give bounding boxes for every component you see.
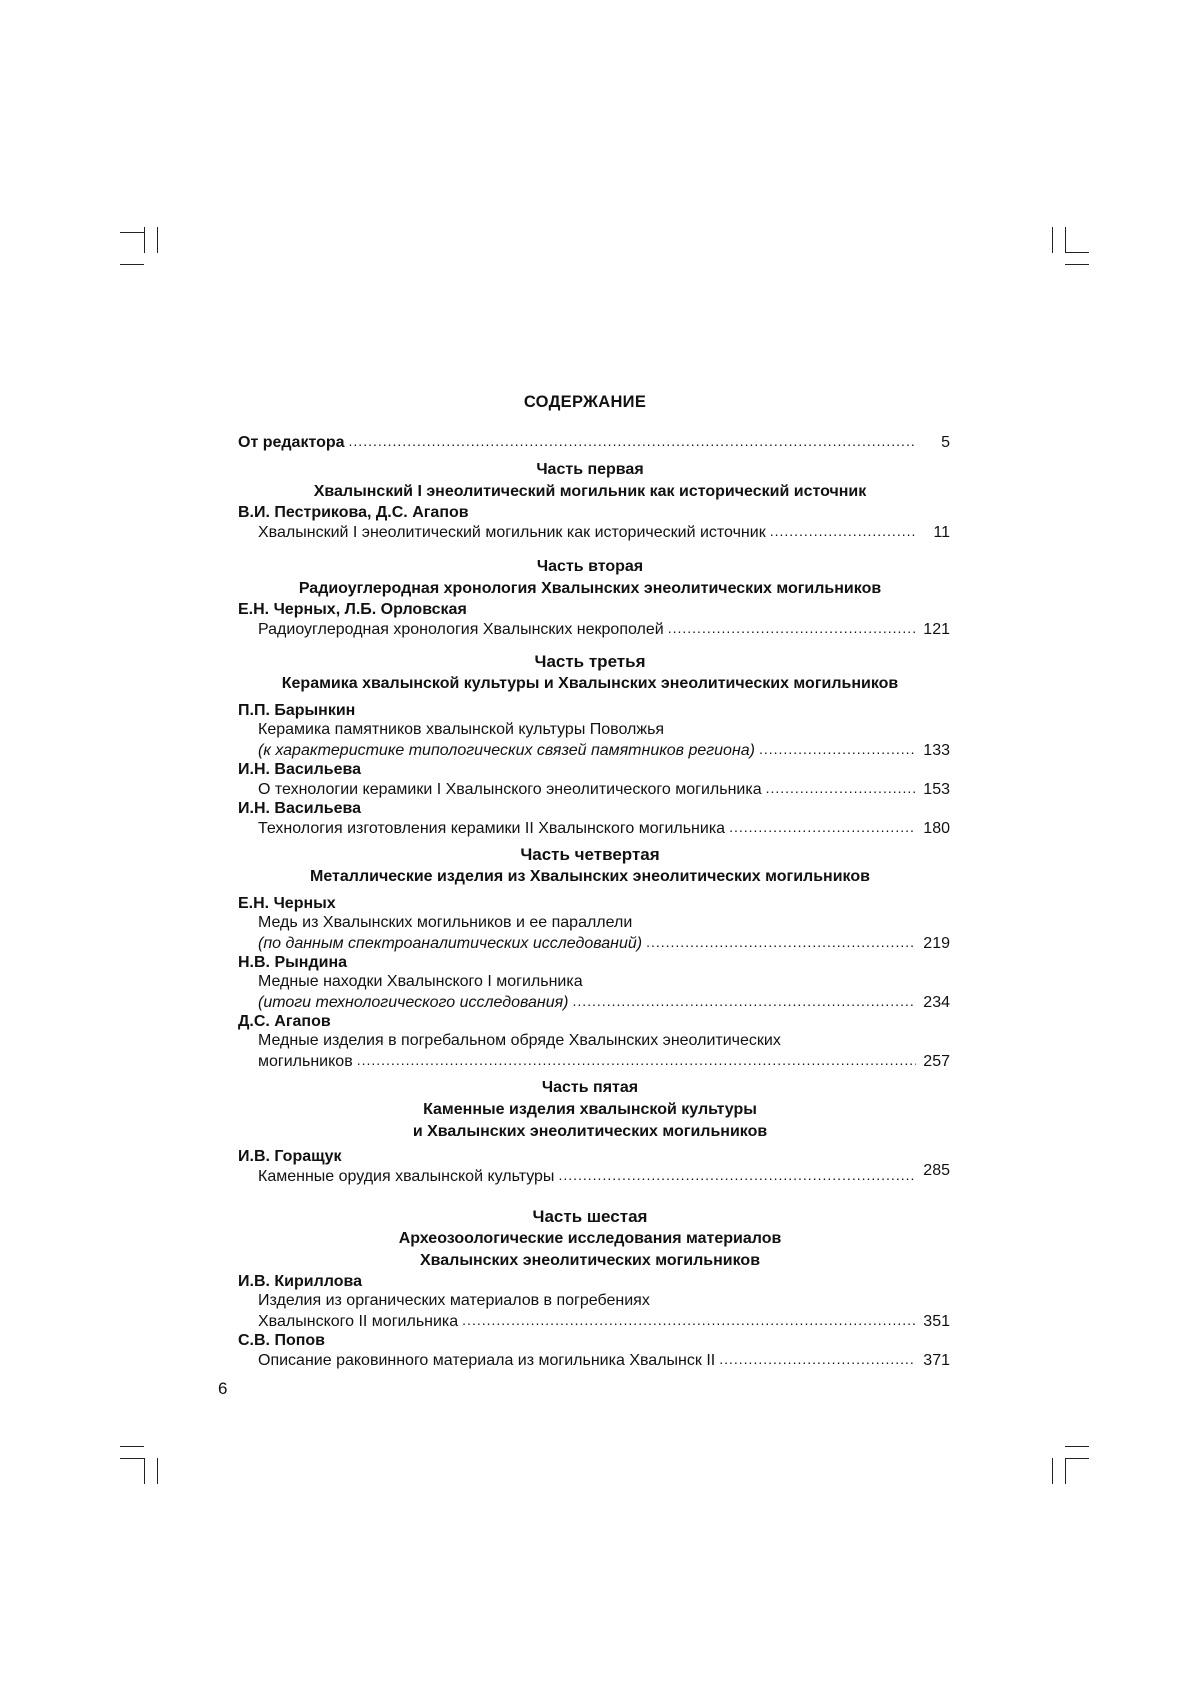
toc-author: П.П. Барынкин	[238, 702, 356, 719]
toc-page-number: 371	[923, 1352, 950, 1369]
toc-entry	[238, 1051, 950, 1071]
leader-dots	[462, 1313, 916, 1327]
toc-page-number: 219	[923, 935, 950, 952]
toc-page-number: 11	[933, 524, 950, 541]
part-label: Часть четвертая	[520, 845, 660, 864]
part-title: Керамика хвалынской культуры и Хвалынских энеолитических могильников	[281, 675, 899, 692]
leader-dots	[668, 621, 916, 635]
toc-page-number: 351	[923, 1313, 950, 1330]
toc-page-number: 121	[923, 621, 950, 638]
toc-author: И.Н. Васильева	[238, 761, 361, 778]
part-label: Часть шестая	[532, 1207, 648, 1226]
part-title: Археозоологические исследования материалов	[398, 1230, 782, 1247]
toc-author: Е.Н. Черных, Л.Б. Орловская	[238, 601, 467, 618]
toc-page-number: 234	[923, 994, 950, 1011]
toc-entry-title: Хвалынский I энеолитический могильник как исторический источник	[258, 524, 766, 541]
page-title: СОДЕРЖАНИЕ	[523, 393, 647, 411]
toc-author: Д.С. Агапов	[238, 1013, 331, 1030]
toc-entry	[238, 522, 950, 542]
toc-entry	[238, 1311, 950, 1331]
toc-entry	[238, 740, 950, 760]
toc-entry-title: Медные находки Хвалынского I могильника	[258, 973, 583, 990]
leader-dots	[646, 935, 916, 949]
leader-dots	[766, 781, 916, 795]
toc-entry-title-cont: Хвалынского II могильника	[258, 1313, 459, 1330]
part-label: Часть пятая	[541, 1079, 639, 1096]
toc-author: И.В. Кириллова	[238, 1273, 363, 1290]
toc-entry-title-cont: могильников	[258, 1053, 353, 1070]
leader-dots	[349, 434, 916, 448]
toc-entry	[238, 818, 950, 838]
toc-entry	[238, 779, 950, 799]
toc-part-1	[238, 459, 950, 542]
toc-entry-subtitle: (итоги технологического исследования)	[258, 994, 569, 1011]
toc-entry-title: Технология изготовления керамики II Хвалынского могильника	[258, 820, 726, 837]
table-of-contents	[238, 432, 950, 1370]
part-title: и Хвалынских энеолитических могильников	[412, 1123, 768, 1140]
part-title: Хвалынский I энеолитический могильник как исторический источник	[313, 483, 867, 500]
toc-entry-editor-note	[238, 432, 950, 452]
part-label: Часть третья	[534, 652, 646, 671]
toc-page-number: 5	[941, 434, 950, 451]
toc-part-5	[238, 1077, 950, 1186]
toc-author: И.В. Горащук	[238, 1148, 342, 1165]
toc-entry	[238, 933, 950, 953]
leader-dots	[357, 1053, 916, 1067]
toc-author: В.И. Пестрикова, Д.С. Агапов	[238, 504, 469, 521]
toc-entry-title: Медные изделия в погребальном обряде Хвалынских энеолитических	[258, 1032, 781, 1049]
leader-dots	[558, 1168, 916, 1182]
toc-entry	[238, 1162, 950, 1186]
toc-page-number: 180	[923, 820, 950, 837]
toc-page-number: 285	[923, 1162, 950, 1179]
leader-dots	[572, 994, 916, 1008]
toc-entry-title: Каменные орудия хвалынской культуры	[258, 1168, 555, 1185]
toc-entry-title: Керамика памятников хвалынской культуры Поволжья	[258, 721, 665, 738]
leader-dots	[729, 820, 916, 834]
toc-author: С.В. Попов	[238, 1332, 325, 1349]
toc-author: Е.Н. Черных	[238, 895, 336, 912]
toc-page-number: 153	[923, 781, 950, 798]
toc-entry-title: Медь из Хвалынских могильников и ее параллели	[258, 914, 633, 931]
toc-page-number: 257	[923, 1053, 950, 1070]
toc-entry-title: Описание раковинного материала из могильника Хвалынск II	[258, 1352, 716, 1369]
toc-entry-title: От редактора	[238, 434, 345, 451]
page-number: 6	[218, 1379, 228, 1398]
part-title: Хвалынских энеолитических могильников	[419, 1252, 761, 1269]
toc-entry-title: О технологии керамики I Хвалынского энеолитического могильника	[258, 781, 762, 798]
toc-entry	[238, 992, 950, 1012]
toc-entry-subtitle: (по данным спектроаналитических исследований)	[258, 935, 643, 952]
leader-dots	[719, 1352, 916, 1366]
toc-part-2	[238, 556, 950, 639]
part-label: Часть первая	[536, 461, 644, 478]
part-title: Металлические изделия из Хвалынских энеолитических могильников	[310, 868, 870, 885]
toc-entry	[238, 619, 950, 639]
toc-entry-title: Радиоуглеродная хронология Хвалынских некрополей	[258, 621, 664, 638]
part-title: Радиоуглеродная хронология Хвалынских энеолитических могильников	[298, 580, 882, 597]
leader-dots	[770, 524, 916, 538]
leader-dots	[759, 742, 916, 756]
toc-entry-subtitle: (к характеристике типологических связей памятников региона)	[258, 742, 755, 759]
part-title: Каменные изделия хвалынской культуры	[423, 1101, 757, 1118]
toc-author: И.Н. Васильева	[238, 800, 361, 817]
toc-part-4	[238, 844, 950, 1071]
toc-page-number: 133	[923, 742, 950, 759]
toc-entry-title: Изделия из органических материалов в погребениях	[258, 1292, 650, 1309]
toc-author: Н.В. Рындина	[238, 954, 347, 971]
part-label: Часть вторая	[536, 558, 644, 575]
toc-part-6	[238, 1206, 950, 1370]
toc-part-3	[238, 651, 950, 838]
toc-entry	[238, 1350, 950, 1370]
